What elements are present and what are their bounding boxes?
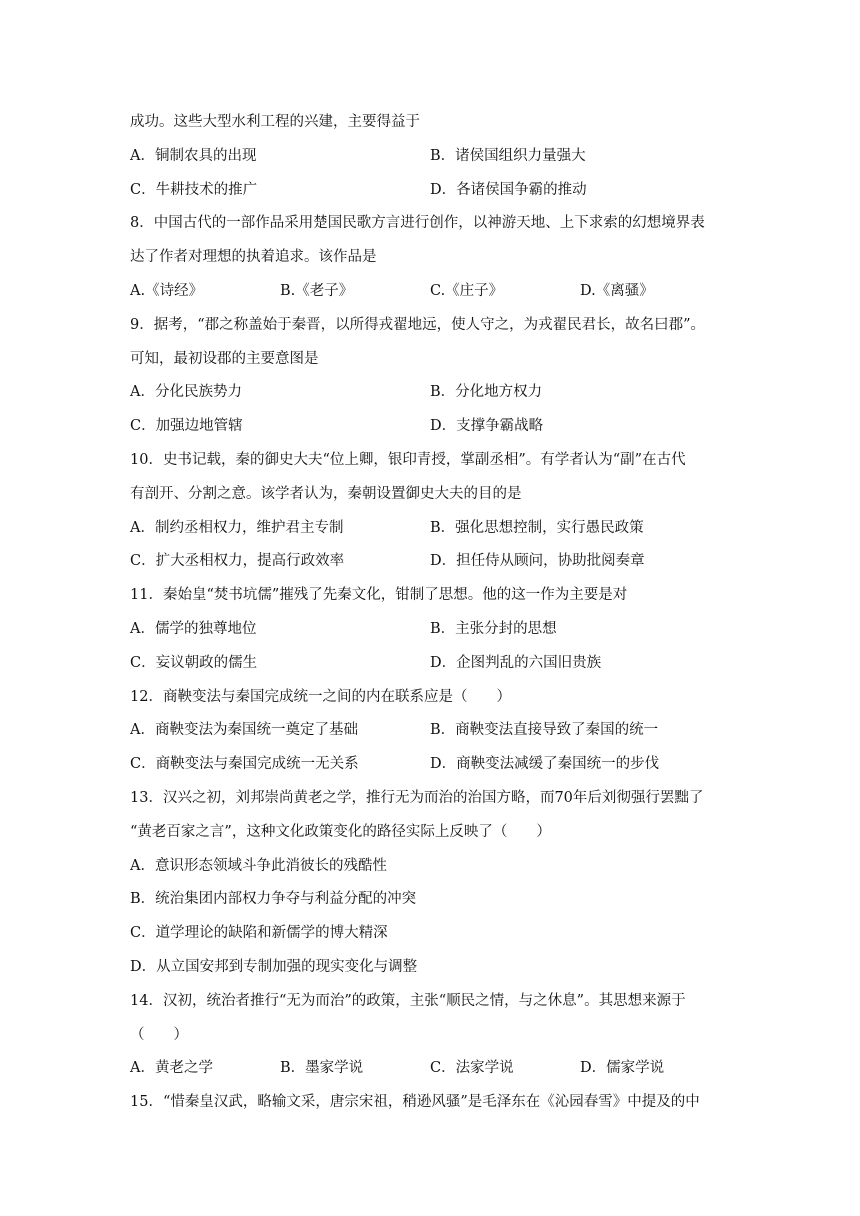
- option-row: [130, 1052, 735, 1086]
- option-row: [130, 545, 735, 579]
- option-row: [130, 748, 735, 782]
- option-b: B．诸侯国组织力量强大: [430, 147, 586, 164]
- option-b: B．商鞅变法直接导致了秦国的统一: [430, 722, 659, 739]
- option-c: C．加强边地管辖: [130, 418, 243, 435]
- option-c: C．扩大丞相权力，提高行政效率: [130, 553, 345, 570]
- option-a: A．黄老之学: [130, 1060, 213, 1077]
- option-d: D．从立国安邦到专制加强的现实变化与调整: [130, 958, 418, 975]
- question-11-stem: 11．秦始皇“焚书坑儒”摧残了先秦文化，钳制了思想。他的这一作为主要是对: [130, 587, 628, 604]
- option-c: C.《庄子》: [430, 282, 504, 299]
- option-row: [130, 275, 735, 309]
- question-9-stem: 9．据考，“郡之称盖始于秦晋，以所得戎翟地远，使人守之，为戎翟民君长，故名曰郡”。: [130, 316, 706, 333]
- option-a: A．意识形态领域斗争此消彼长的残酷性: [130, 857, 387, 874]
- option-a: A.《诗经》: [130, 282, 204, 299]
- question-12-stem: 12．商鞅变法与秦国完成统一之间的内在联系应是（ ）: [130, 688, 511, 705]
- option-row: [130, 140, 735, 174]
- option-c: C．牛耕技术的推广: [130, 181, 258, 198]
- question-13-stem-cont: “黄老百家之言”，这种文化政策变化的路径实际上反映了（ ）: [130, 823, 551, 840]
- option-d: D．各诸侯国争霸的推动: [430, 181, 587, 198]
- option-b: B.《老子》: [280, 282, 354, 299]
- question-10-stem: 10．史书记载，秦的御史大夫“位上卿，银印青授，掌副丞相”。有学者认为“副”在古代: [130, 451, 686, 468]
- text-line: 成功。这些大型水利工程的兴建，主要得益于: [130, 114, 420, 130]
- option-a: A．制约丞相权力，维护君主专制: [130, 519, 344, 536]
- option-d: D．商鞅变法减缓了秦国统一的步伐: [430, 756, 660, 773]
- option-row: [130, 647, 735, 681]
- option-b: B．分化地方权力: [430, 384, 543, 401]
- question-8-stem-cont: 达了作者对理想的执着追求。该作品是: [130, 249, 377, 266]
- option-b: B．统治集团内部权力争夺与利益分配的冲突: [130, 891, 417, 908]
- option-d: D．担任侍从顾问，协助批阅奏章: [430, 553, 645, 570]
- option-a: A．分化民族势力: [130, 384, 242, 401]
- option-a: A．儒学的独尊地位: [130, 620, 257, 637]
- option-d: D．儒家学说: [580, 1060, 665, 1077]
- option-c: C．法家学说: [430, 1060, 514, 1077]
- option-row: [130, 613, 735, 647]
- question-10-stem-cont: 有剖开、分割之意。该学者认为，秦朝设置御史大夫的目的是: [130, 485, 522, 502]
- question-list: [130, 106, 735, 1120]
- option-c: C．道学理论的缺陷和新儒学的博大精深: [130, 925, 388, 942]
- option-d: D.《离骚》: [580, 282, 654, 299]
- question-15-stem: 15．“惜秦皇汉武，略输文采，唐宗宋祖，稍逊风骚”是毛泽东在《沁园春雪》中提及的中: [130, 1094, 700, 1111]
- option-row: [130, 410, 735, 444]
- option-row: [130, 174, 735, 208]
- option-b: B．主张分封的思想: [430, 620, 557, 637]
- question-14-stem-cont: （ ）: [130, 1026, 188, 1043]
- option-a: A．商鞅变法为秦国统一奠定了基础: [130, 722, 358, 739]
- option-c: C．商鞅变法与秦国完成统一无关系: [130, 756, 359, 773]
- option-a: A．铜制农具的出现: [130, 147, 257, 164]
- option-row: [130, 376, 735, 410]
- question-14-stem: 14．汉初，统治者推行“无为而治”的政策，主张“顺民之情，与之休息”。其思想来源于: [130, 992, 686, 1009]
- option-d: D．企图判乱的六国旧贵族: [430, 654, 602, 671]
- option-row: [130, 714, 735, 748]
- question-8-stem: 8．中国古代的一部作品采用楚国民歌方言进行创作，以神游天地、上下求索的幻想境界表: [130, 215, 705, 232]
- question-9-stem-cont: 可知，最初设郡的主要意图是: [130, 350, 319, 367]
- option-row: [130, 512, 735, 546]
- question-13-stem: 13．汉兴之初，刘邦崇尚黄老之学，推行无为而治的治国方略，而70年后刘彻强行罢黜了: [130, 789, 704, 806]
- option-b: B．墨家学说: [280, 1060, 364, 1077]
- option-b: B．强化思想控制，实行愚民政策: [430, 519, 644, 536]
- option-d: D．支撑争霸战略: [430, 418, 544, 435]
- option-c: C．妄议朝政的儒生: [130, 654, 258, 671]
